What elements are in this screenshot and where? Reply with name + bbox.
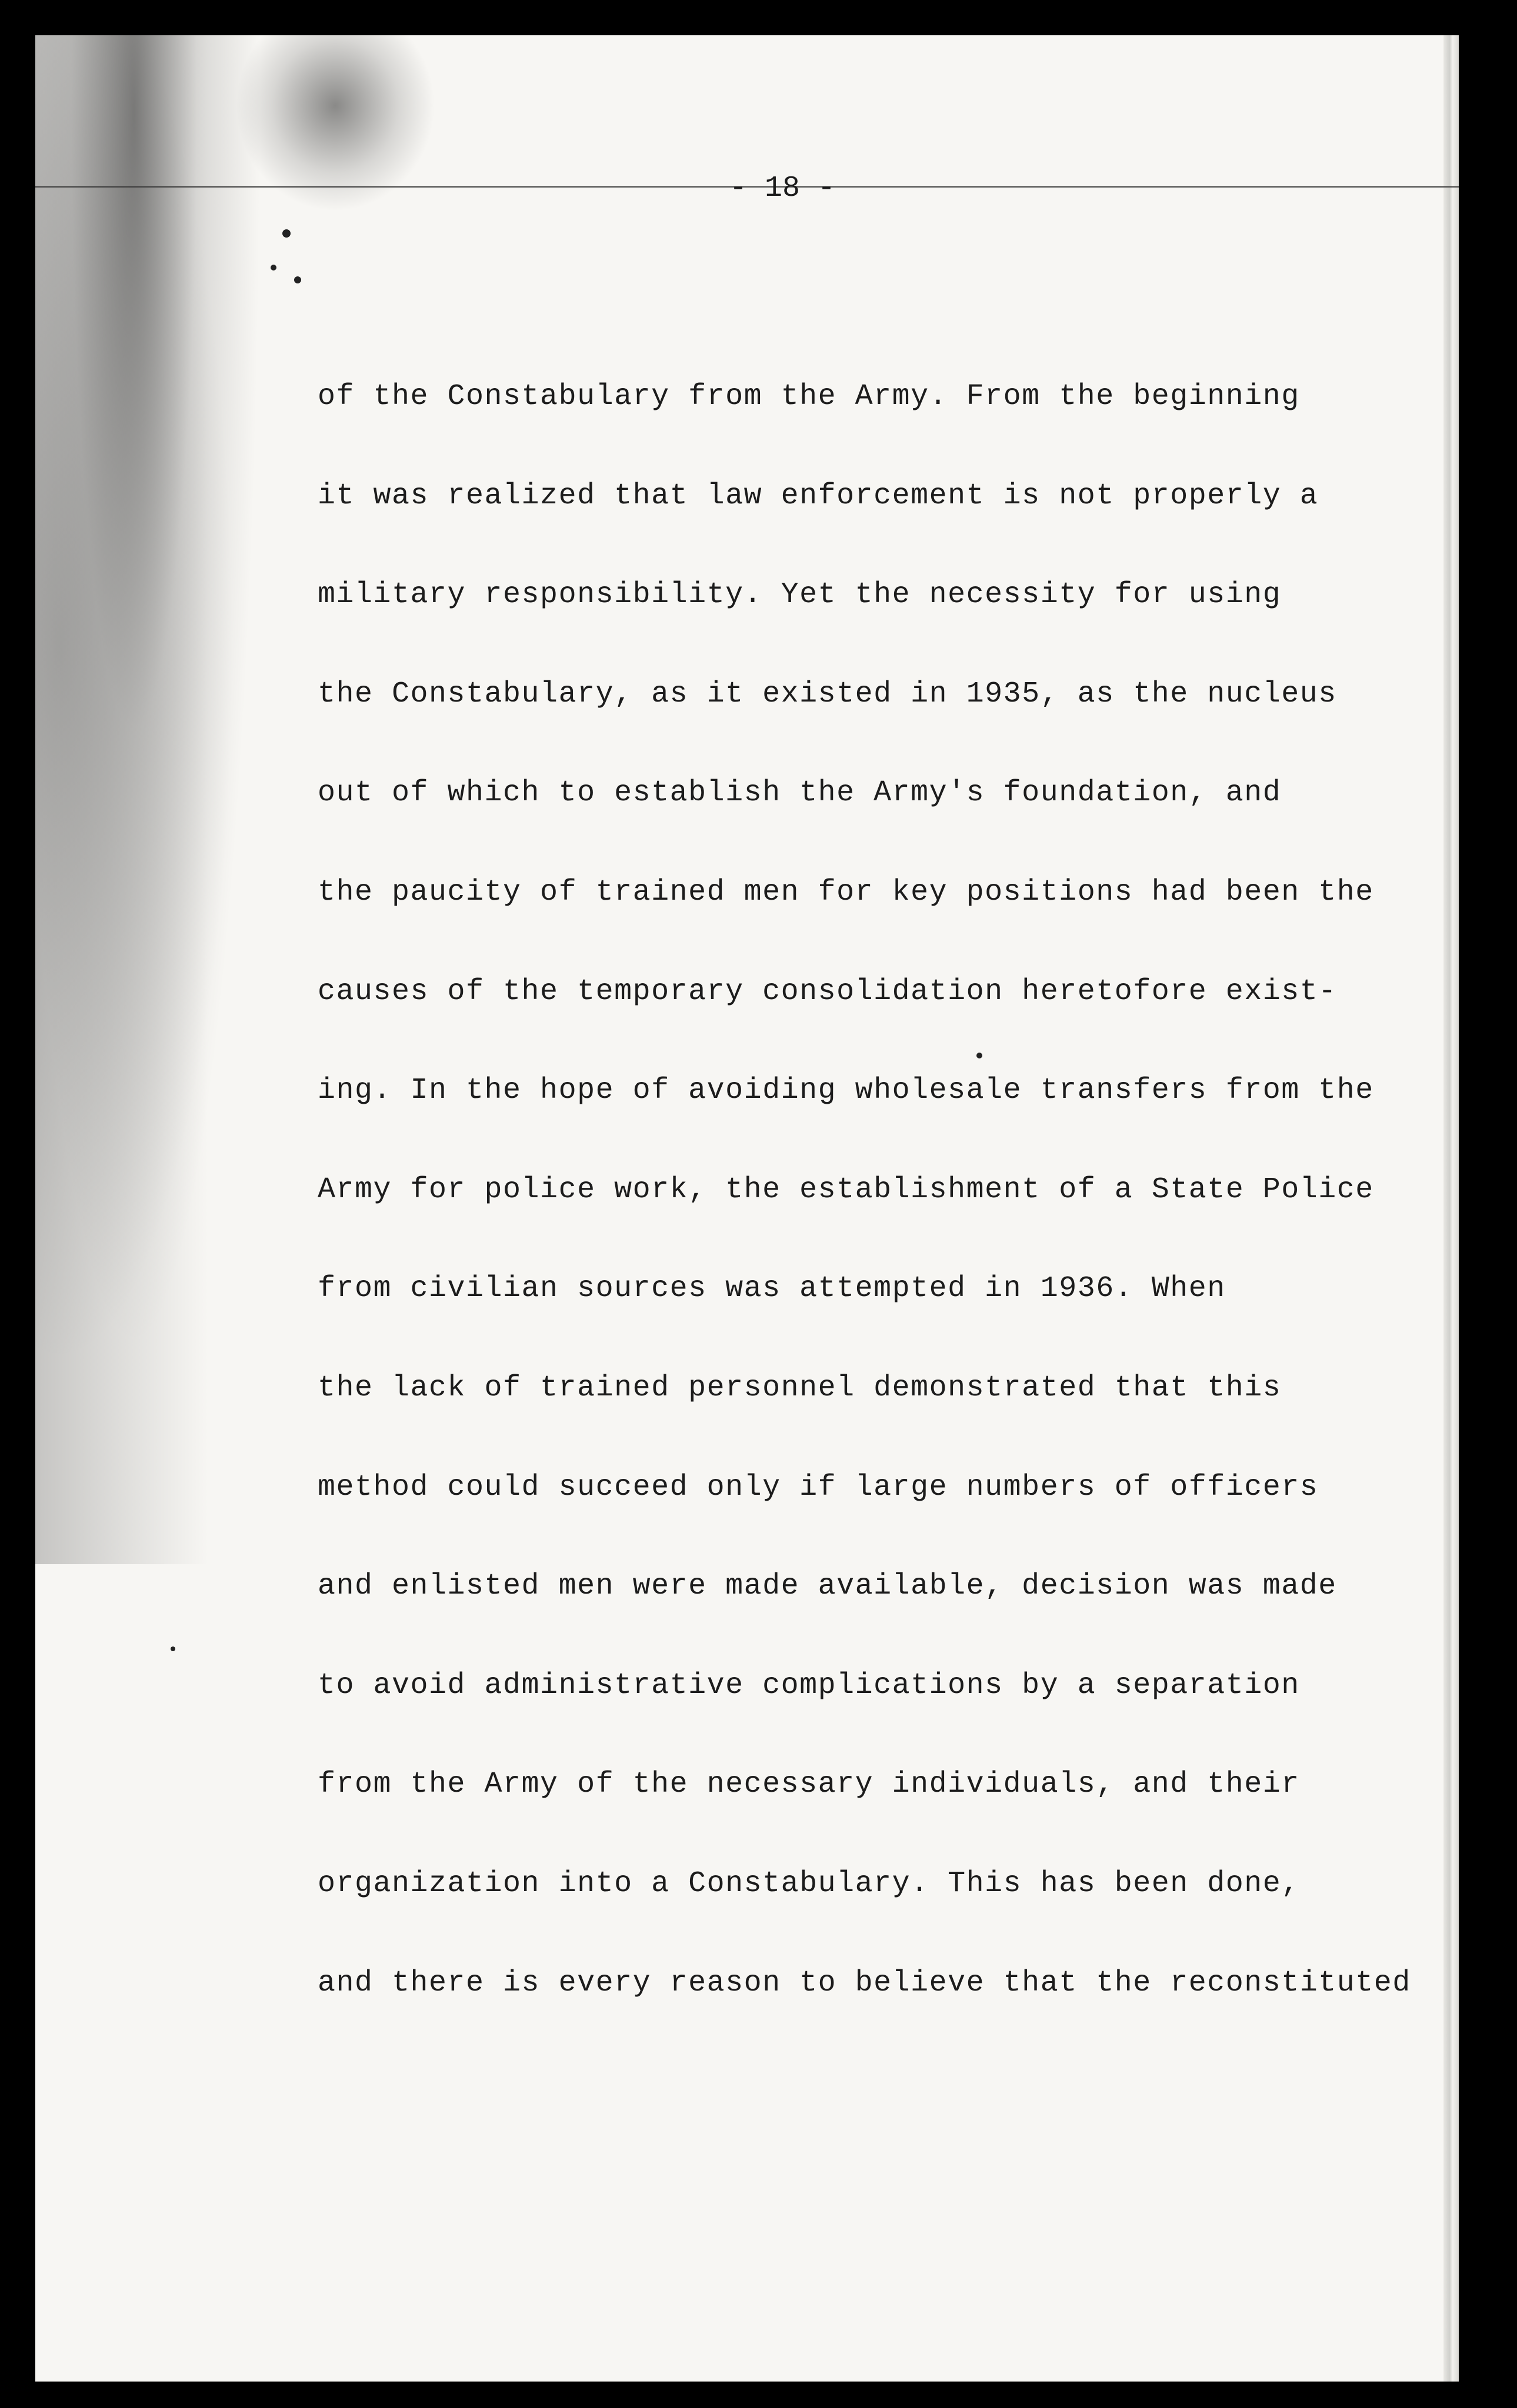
page-number: - 18 -	[729, 172, 836, 205]
ink-speck	[976, 1053, 982, 1058]
text-line: of the Constabulary from the Army. From the beginning	[318, 380, 1300, 413]
text-line: military responsibility. Yet the necessity for using	[318, 578, 1282, 612]
text-line: the lack of trained personnel demonstrated that this	[318, 1371, 1282, 1405]
text-line: and there is every reason to believe that the reconstituted	[318, 1966, 1411, 2000]
text-line: out of which to establish the Army's foundation, and	[318, 776, 1282, 810]
text-line: the paucity of trained men for key positions had been the	[318, 875, 1374, 909]
body-text	[318, 382, 1459, 2068]
text-line: ing. In the hope of avoiding wholesale transfers from the	[318, 1074, 1374, 1108]
text-line: from civilian sources was attempted in 1936. When	[318, 1272, 1226, 1306]
scan-smudge	[235, 35, 435, 212]
scan-smudge	[35, 35, 282, 1564]
ink-speck	[171, 1646, 175, 1651]
text-line: organization into a Constabulary. This has been done,	[318, 1866, 1300, 1901]
text-line: from the Army of the necessary individuals, and their	[318, 1768, 1300, 1802]
text-line: causes of the temporary consolidation heretofore exist-	[318, 974, 1337, 1008]
ink-speck	[271, 265, 276, 270]
text-line: it was realized that law enforcement is not properly a	[318, 479, 1319, 513]
text-line: Army for police work, the establishment of a State Police	[318, 1173, 1374, 1207]
text-line: and enlisted men were made available, decision was made	[318, 1569, 1337, 1604]
text-line: to avoid administrative complications by a separation	[318, 1668, 1300, 1702]
ink-speck	[282, 229, 291, 238]
typewritten-page	[35, 35, 1459, 2382]
text-line: method could succeed only if large numbers of officers	[318, 1470, 1319, 1504]
ink-speck	[294, 276, 301, 283]
text-line: the Constabulary, as it existed in 1935, as the nucleus	[318, 677, 1337, 711]
